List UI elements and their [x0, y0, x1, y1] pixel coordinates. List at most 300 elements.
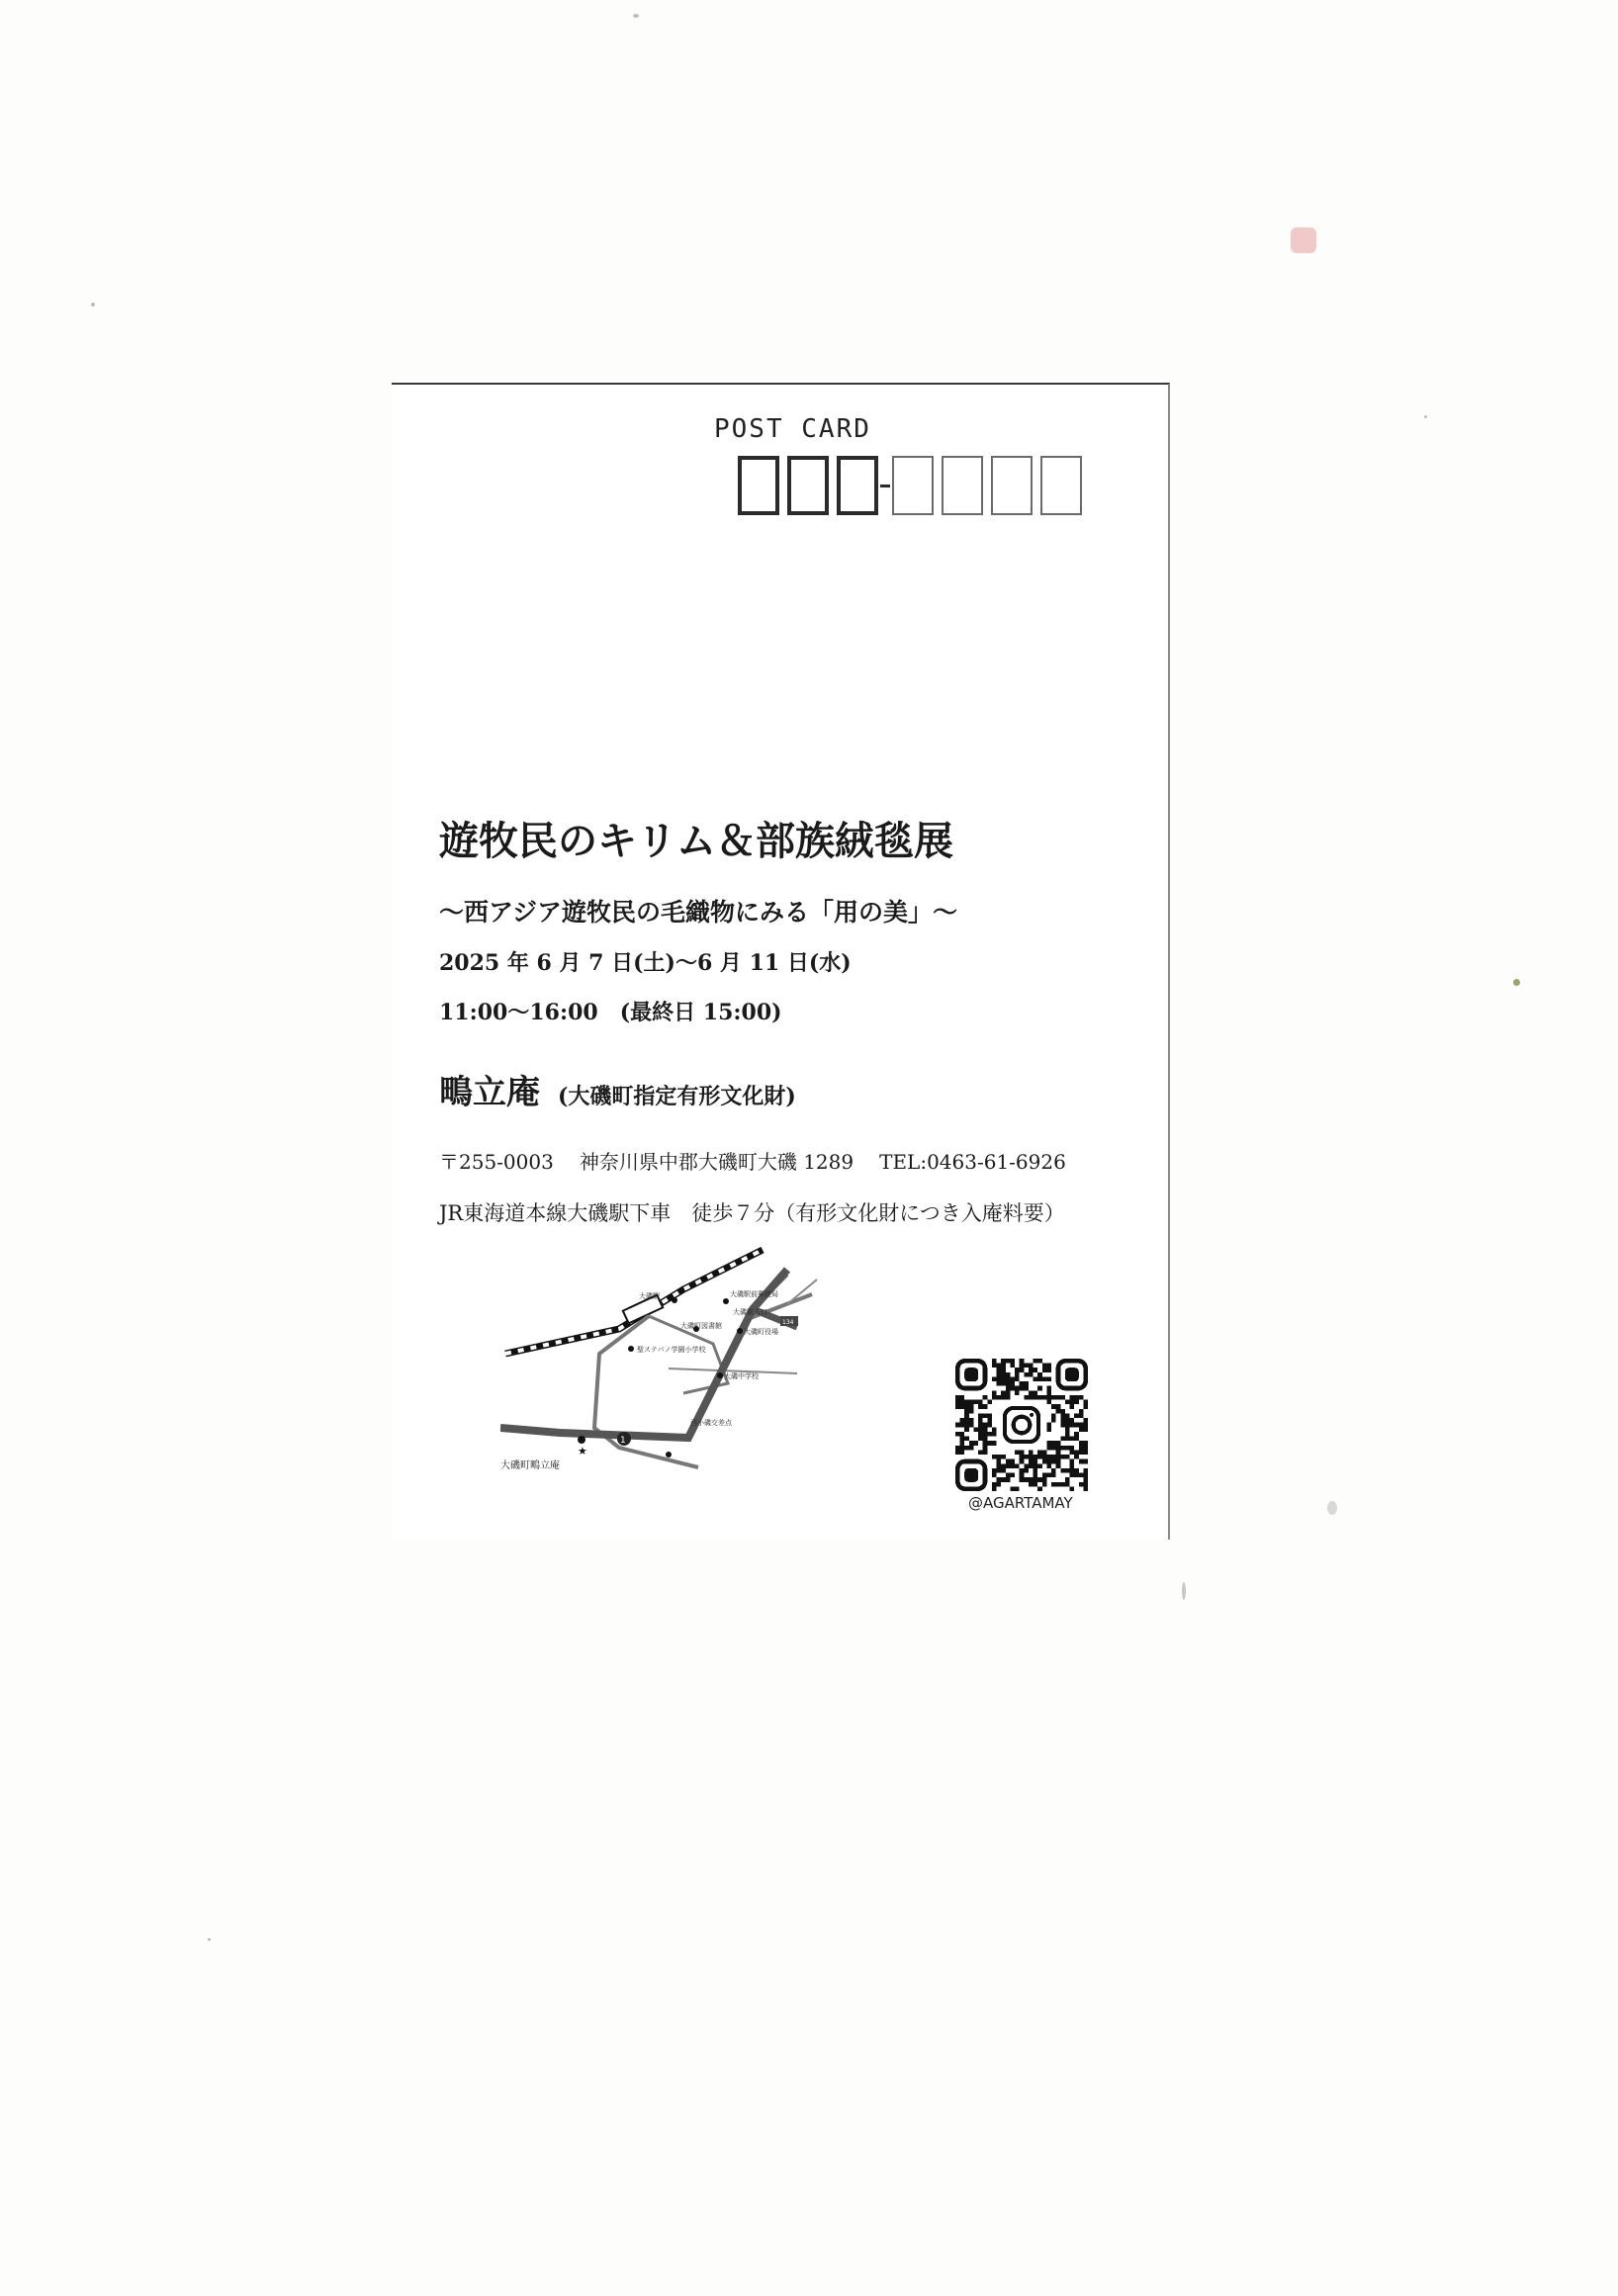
qr-module [955, 1423, 960, 1428]
qr-module [1042, 1473, 1047, 1478]
qr-module [1010, 1381, 1015, 1386]
qr-module [1079, 1423, 1084, 1428]
qr-module [992, 1432, 997, 1437]
qr-module [997, 1459, 1002, 1464]
qr-module [1070, 1446, 1075, 1451]
qr-module [1010, 1386, 1015, 1391]
qr-module [1042, 1395, 1047, 1400]
road [787, 1280, 817, 1304]
zip-box [892, 456, 934, 515]
scan-speck [91, 303, 95, 307]
qr-module [983, 1404, 988, 1409]
qr-module [1060, 1468, 1065, 1473]
qr-module [1024, 1477, 1029, 1482]
qr-module [955, 1446, 960, 1451]
qr-module [992, 1390, 997, 1395]
qr-module [1006, 1473, 1011, 1478]
qr-module [983, 1441, 988, 1446]
qr-module [1070, 1450, 1075, 1455]
qr-module [1065, 1437, 1070, 1442]
qr-module [960, 1400, 965, 1405]
qr-module [1046, 1386, 1051, 1391]
scan-speck [1513, 979, 1520, 986]
qr-module [1034, 1376, 1038, 1381]
qr-module [1065, 1468, 1070, 1473]
qr-module [1056, 1404, 1061, 1409]
qr-module [992, 1441, 997, 1446]
qr-module [1006, 1359, 1011, 1364]
qr-module [1083, 1482, 1088, 1487]
qr-module [978, 1450, 983, 1455]
qr-module [1042, 1376, 1047, 1381]
qr-module [1029, 1450, 1034, 1455]
qr-module [1042, 1482, 1047, 1487]
qr-module [1046, 1441, 1051, 1446]
venue-note: (大磯町指定有形文化財) [558, 1084, 796, 1109]
qr-module [1029, 1390, 1034, 1395]
qr-module [1056, 1455, 1061, 1459]
qr-module [992, 1427, 997, 1432]
zip-box [991, 456, 1033, 515]
qr-module [1065, 1427, 1070, 1432]
qr-module [1020, 1473, 1025, 1478]
qr-module [1074, 1450, 1079, 1455]
qr-module [1051, 1395, 1056, 1400]
qr-module [1046, 1364, 1051, 1369]
qr-module [1079, 1427, 1084, 1432]
map-label-lib: 大磯町図書館 [680, 1322, 722, 1330]
qr-module [1060, 1413, 1065, 1418]
qr-module [1083, 1427, 1088, 1432]
qr-module [1034, 1359, 1038, 1364]
qr-module [1024, 1455, 1029, 1459]
qr-module [997, 1477, 1002, 1482]
qr-module [955, 1432, 960, 1437]
map-marker [717, 1372, 723, 1378]
qr-module [964, 1418, 969, 1423]
qr-module [960, 1446, 965, 1451]
scan-speck [633, 14, 639, 18]
qr-module [978, 1404, 983, 1409]
qr-module [1001, 1455, 1006, 1459]
qr-module [992, 1395, 997, 1400]
qr-module [1010, 1459, 1015, 1464]
postal-code: 〒255-0003 [439, 1150, 554, 1174]
qr-module [1034, 1463, 1038, 1468]
zip-box [837, 456, 878, 515]
map-label-school1: 聖ステパノ学園小学校 [637, 1346, 706, 1354]
exhibition-subtitle: ～西アジア遊牧民の毛織物にみる「用の美」～ [439, 898, 958, 927]
qr-module [1046, 1473, 1051, 1478]
qr-module [997, 1381, 1002, 1386]
qr-module [997, 1463, 1002, 1468]
qr-module [955, 1450, 960, 1455]
qr-module [1034, 1482, 1038, 1487]
qr-module [1001, 1368, 1006, 1372]
qr-module [1060, 1395, 1065, 1400]
qr-module [1060, 1455, 1065, 1459]
qr-module [1051, 1459, 1056, 1464]
qr-module [964, 1400, 969, 1405]
qr-module [1079, 1482, 1084, 1487]
qr-module [983, 1437, 988, 1442]
qr-module [960, 1450, 965, 1455]
qr-module [1070, 1437, 1075, 1442]
qr-module [969, 1446, 974, 1451]
map-label-cross: 西小磯交差点 [690, 1419, 732, 1427]
qr-module [1015, 1450, 1020, 1455]
qr-module [1074, 1455, 1079, 1459]
postal-code-boxes [738, 456, 1090, 515]
qr-module [1020, 1364, 1025, 1369]
qr-module [969, 1441, 974, 1446]
qr-module [1037, 1450, 1042, 1455]
qr-module [1051, 1455, 1056, 1459]
qr-module [1083, 1473, 1088, 1478]
qr-module [955, 1404, 960, 1409]
qr-module [1083, 1486, 1088, 1491]
qr-module [1060, 1437, 1065, 1442]
venue-address [439, 1146, 1066, 1175]
qr-module [1010, 1359, 1015, 1364]
qr-module [992, 1468, 997, 1473]
qr-module [973, 1441, 978, 1446]
qr-module [1074, 1468, 1079, 1473]
qr-module [1046, 1390, 1051, 1395]
instagram-handle[interactable]: @AGARTAMAY [968, 1494, 1073, 1512]
scan-speck [1327, 1501, 1337, 1515]
qr-module [960, 1418, 965, 1423]
qr-module [1079, 1459, 1084, 1464]
qr-module [1029, 1477, 1034, 1482]
qr-module [997, 1455, 1002, 1459]
qr-module [960, 1441, 965, 1446]
qr-module [1042, 1459, 1047, 1464]
qr-module [1083, 1418, 1088, 1423]
qr-module [1020, 1359, 1025, 1364]
qr-module [1083, 1468, 1088, 1473]
zip-box [738, 456, 779, 515]
qr-module [1083, 1400, 1088, 1405]
qr-module [1046, 1455, 1051, 1459]
qr-module [1083, 1404, 1088, 1409]
qr-module [1029, 1482, 1034, 1487]
qr-module [969, 1404, 974, 1409]
qr-module [1037, 1486, 1042, 1491]
qr-module [1015, 1386, 1020, 1391]
qr-module [1029, 1459, 1034, 1464]
map-label-post: 大磯駅前郵便局 [730, 1290, 778, 1298]
qr-module [1046, 1427, 1051, 1432]
qr-module [955, 1400, 960, 1405]
qr-module [1006, 1477, 1011, 1482]
qr-module [1020, 1386, 1025, 1391]
qr-module [1024, 1395, 1029, 1400]
qr-module [1001, 1381, 1006, 1386]
qr-module [1001, 1468, 1006, 1473]
qr-module [1070, 1395, 1075, 1400]
qr-module [1046, 1395, 1051, 1400]
address: 神奈川県中郡大磯町大磯 1289 [579, 1150, 854, 1174]
qr-module [1006, 1386, 1011, 1391]
qr-module [1079, 1413, 1084, 1418]
qr-module [960, 1437, 965, 1442]
qr-module [1046, 1400, 1051, 1405]
qr-module [997, 1372, 1002, 1377]
instagram-qr-code[interactable] [955, 1359, 1088, 1491]
qr-module [1024, 1386, 1029, 1391]
postcard [392, 383, 1170, 1540]
qr-module [1006, 1395, 1011, 1400]
qr-module [1065, 1455, 1070, 1459]
qr-module [1010, 1463, 1015, 1468]
zip-box [942, 456, 983, 515]
qr-module [964, 1413, 969, 1418]
qr-module [1020, 1477, 1025, 1482]
qr-module [1074, 1395, 1079, 1400]
qr-module [1029, 1368, 1034, 1372]
qr-module [1001, 1372, 1006, 1377]
qr-module [1037, 1463, 1042, 1468]
qr-module [969, 1423, 974, 1428]
map-label-school2: 大磯中学校 [724, 1372, 759, 1380]
qr-module [1074, 1432, 1079, 1437]
qr-module [1020, 1468, 1025, 1473]
qr-module [1020, 1450, 1025, 1455]
qr-module [1037, 1359, 1042, 1364]
qr-module [1001, 1463, 1006, 1468]
qr-module [1006, 1376, 1011, 1381]
qr-module [1065, 1423, 1070, 1428]
qr-module [1042, 1364, 1047, 1369]
qr-module [1056, 1482, 1061, 1487]
qr-module [1024, 1381, 1029, 1386]
qr-module [992, 1455, 997, 1459]
qr-module [983, 1450, 988, 1455]
qr-module [997, 1468, 1002, 1473]
qr-module [1079, 1473, 1084, 1478]
qr-module [1024, 1463, 1029, 1468]
qr-module [960, 1404, 965, 1409]
map-label-shrine: 大磯町役場 [744, 1328, 778, 1336]
qr-module [978, 1418, 983, 1423]
zip-box [787, 456, 829, 515]
scan-speck [1424, 415, 1427, 418]
qr-module [1079, 1446, 1084, 1451]
qr-module [997, 1368, 1002, 1372]
qr-module [1051, 1441, 1056, 1446]
qr-module [1037, 1455, 1042, 1459]
qr-module [1046, 1459, 1051, 1464]
qr-module [1079, 1441, 1084, 1446]
scan-speck [1182, 1582, 1186, 1600]
qr-module [983, 1427, 988, 1432]
qr-module [1065, 1482, 1070, 1487]
qr-module [1056, 1446, 1061, 1451]
qr-module [992, 1473, 997, 1478]
qr-module [1046, 1423, 1051, 1428]
map-marker [578, 1436, 585, 1444]
qr-module [1010, 1486, 1015, 1491]
qr-module [1065, 1432, 1070, 1437]
qr-module [983, 1432, 988, 1437]
qr-module [1029, 1372, 1034, 1377]
venue-row [439, 1065, 796, 1113]
qr-module [964, 1437, 969, 1442]
scan-speck [1291, 227, 1316, 253]
qr-module [960, 1423, 965, 1428]
qr-module [1070, 1418, 1075, 1423]
qr-module [969, 1400, 974, 1405]
qr-module [1029, 1395, 1034, 1400]
map-marker [672, 1297, 677, 1303]
qr-module [1074, 1423, 1079, 1428]
qr-module [1060, 1409, 1065, 1414]
exhibition-hours: 11:00～16:00 (最終日 15:00) [439, 1000, 782, 1025]
qr-module [1074, 1413, 1079, 1418]
qr-module [1070, 1400, 1075, 1405]
qr-module [1083, 1446, 1088, 1451]
qr-module [1079, 1450, 1084, 1455]
qr-module [1020, 1459, 1025, 1464]
qr-module [1083, 1477, 1088, 1482]
access-info: JR東海道本線大磯駅下車 徒歩７分（有形文化財につき入庵料要） [439, 1201, 1065, 1225]
qr-module [978, 1437, 983, 1442]
qr-module [1042, 1477, 1047, 1482]
qr-module [1074, 1437, 1079, 1442]
qr-module [978, 1400, 983, 1405]
map-label-station: 大磯駅 [639, 1292, 660, 1300]
qr-module [1042, 1450, 1047, 1455]
qr-module [1010, 1376, 1015, 1381]
map-marker [628, 1346, 634, 1352]
qr-module [983, 1423, 988, 1428]
access-map [500, 1245, 896, 1497]
instagram-icon [1001, 1404, 1042, 1446]
qr-module [987, 1423, 992, 1428]
qr-module [1083, 1450, 1088, 1455]
qr-module [1046, 1446, 1051, 1451]
qr-module [1065, 1413, 1070, 1418]
qr-module [1083, 1423, 1088, 1428]
qr-module [987, 1432, 992, 1437]
qr-module [1034, 1473, 1038, 1478]
qr-module [955, 1395, 960, 1400]
qr-module [1034, 1368, 1038, 1372]
zip-box [1040, 456, 1082, 515]
exhibition-title: 遊牧民のキリム＆部族絨毯展 [439, 818, 953, 864]
qr-module [1070, 1423, 1075, 1428]
qr-module [969, 1409, 974, 1414]
qr-module [1015, 1368, 1020, 1372]
qr-module [1056, 1459, 1061, 1464]
qr-module [987, 1418, 992, 1423]
qr-module [1046, 1368, 1051, 1372]
qr-module [1070, 1486, 1075, 1491]
qr-module [1001, 1390, 1006, 1395]
qr-module [983, 1446, 988, 1451]
qr-module [1029, 1463, 1034, 1468]
qr-module [1006, 1390, 1011, 1395]
qr-module [1001, 1359, 1006, 1364]
qr-module [1060, 1446, 1065, 1451]
qr-module [1070, 1468, 1075, 1473]
qr-module [973, 1400, 978, 1405]
qr-module [987, 1400, 992, 1405]
qr-module [1029, 1455, 1034, 1459]
route-number: 1 [620, 1436, 626, 1446]
qr-module [983, 1395, 988, 1400]
qr-module [997, 1395, 1002, 1400]
qr-module [1015, 1372, 1020, 1377]
qr-module [1037, 1395, 1042, 1400]
qr-module [1079, 1395, 1084, 1400]
qr-module [992, 1359, 997, 1364]
qr-module [1060, 1418, 1065, 1423]
qr-module [1037, 1372, 1042, 1377]
map-label-route2: 134 [782, 1319, 794, 1326]
zip-dash [880, 485, 890, 487]
qr-module [1001, 1395, 1006, 1400]
qr-module [1079, 1409, 1084, 1414]
map-label-junction: 大磯駅入口 [733, 1308, 767, 1316]
phone: TEL:0463-61-6926 [879, 1150, 1066, 1174]
qr-module [1020, 1368, 1025, 1372]
map-marker [666, 1452, 672, 1457]
qr-module [1051, 1446, 1056, 1451]
qr-module [1024, 1468, 1029, 1473]
qr-module [1051, 1404, 1056, 1409]
qr-module [1015, 1376, 1020, 1381]
qr-module [964, 1409, 969, 1414]
qr-module [1034, 1390, 1038, 1395]
qr-module [1065, 1418, 1070, 1423]
qr-module [1015, 1463, 1020, 1468]
qr-module [992, 1364, 997, 1369]
qr-module [1034, 1395, 1038, 1400]
qr-module [969, 1418, 974, 1423]
qr-module [997, 1376, 1002, 1381]
qr-module [1051, 1418, 1056, 1423]
qr-module [1010, 1364, 1015, 1369]
qr-module [992, 1482, 997, 1487]
qr-module [1024, 1364, 1029, 1369]
qr-module [1034, 1455, 1038, 1459]
qr-module [983, 1413, 988, 1418]
map-label-venue: 大磯町鴫立庵 [500, 1460, 560, 1471]
qr-module [1024, 1372, 1029, 1377]
qr-module [1074, 1473, 1079, 1478]
qr-module [1060, 1482, 1065, 1487]
qr-module [1006, 1463, 1011, 1468]
qr-module [1046, 1463, 1051, 1468]
qr-module [1056, 1409, 1061, 1414]
qr-module [997, 1364, 1002, 1369]
postcard-header: POST CARD [714, 414, 871, 444]
qr-module [973, 1427, 978, 1432]
map-marker [723, 1298, 729, 1304]
qr-module [978, 1413, 983, 1418]
qr-module [964, 1404, 969, 1409]
qr-module [1034, 1468, 1038, 1473]
qr-module [1001, 1376, 1006, 1381]
qr-module [978, 1432, 983, 1437]
qr-module [997, 1482, 1002, 1487]
qr-module [1042, 1368, 1047, 1372]
qr-module [1037, 1376, 1042, 1381]
qr-module [1056, 1463, 1061, 1468]
qr-module [1015, 1390, 1020, 1395]
